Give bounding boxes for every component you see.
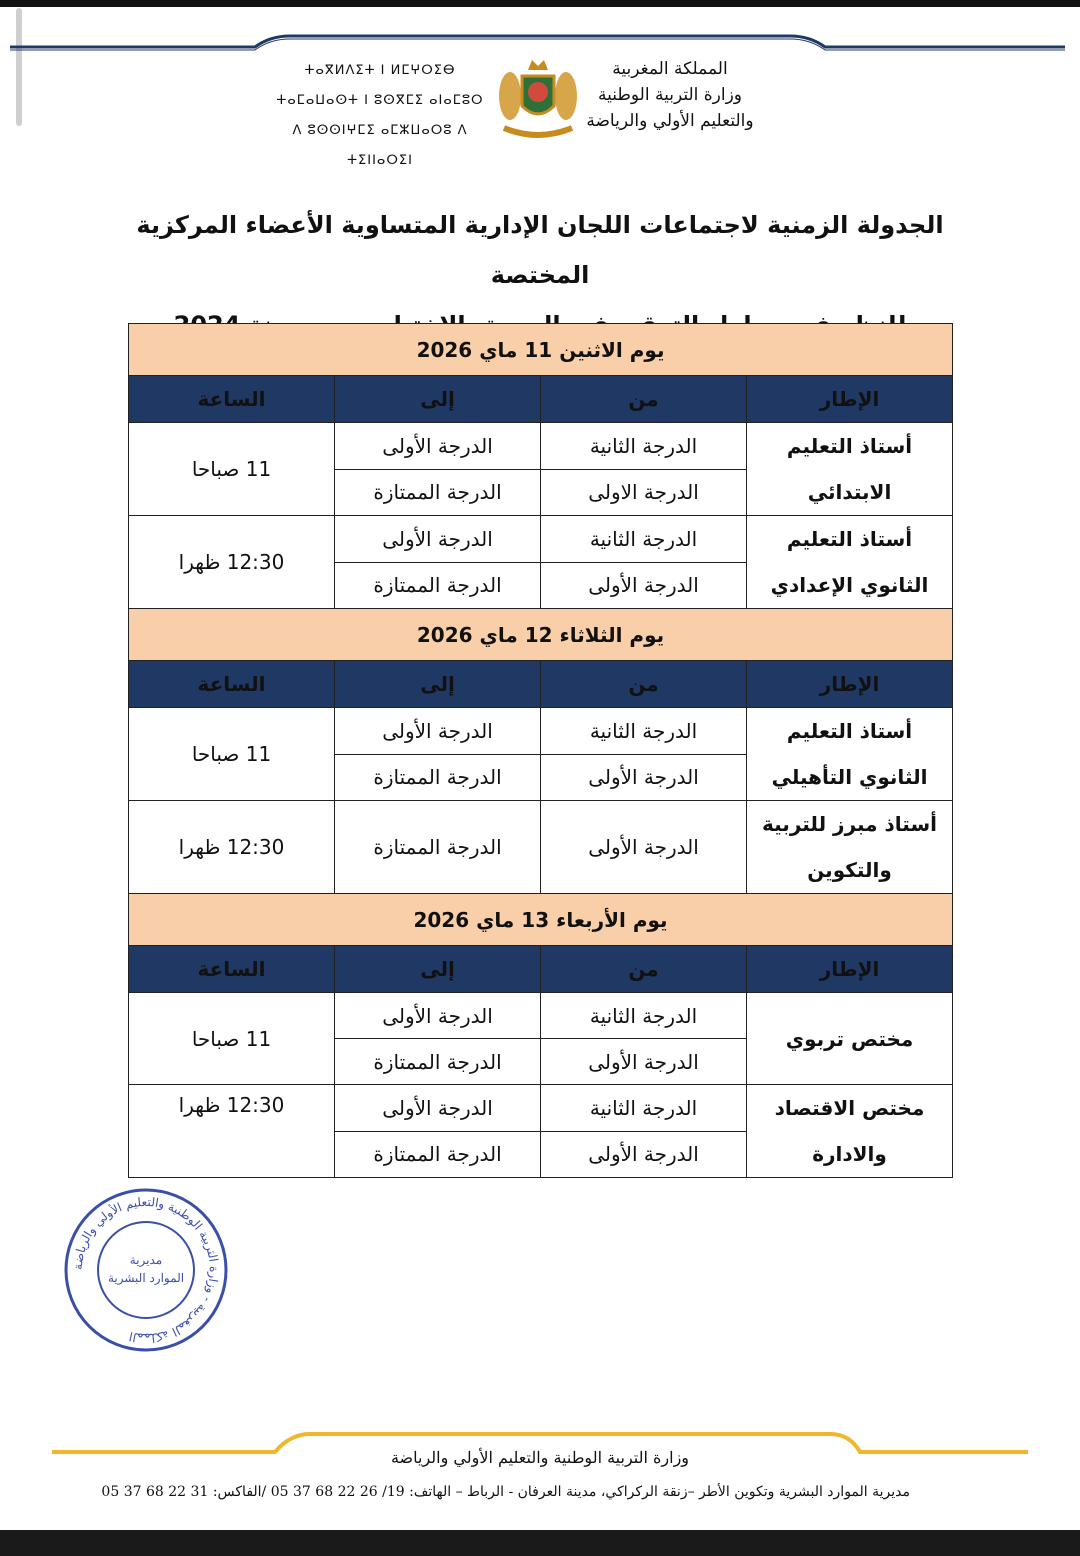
cadre-cell	[747, 1085, 953, 1178]
day-label: يوم الاثنين 11 ماي 2026	[129, 324, 953, 376]
day-row	[129, 324, 953, 376]
header-left-line: ⵜⴰⴳⵍⴷⵉⵜ ⵏ ⵍⵎⵖⵔⵉⴱ	[304, 63, 456, 78]
ministry-name-tifinagh	[260, 56, 500, 176]
cadre-line: أستاذ التعليم	[786, 434, 913, 458]
cadre-line: الابتدائي	[807, 480, 892, 504]
from-cell: الدرجة الأولى	[541, 801, 747, 894]
cadre-cell	[747, 708, 953, 801]
to-cell: الدرجة الممتازة	[335, 754, 541, 801]
ministry-name-arabic	[560, 56, 780, 134]
official-stamp	[62, 1186, 230, 1354]
day-row	[129, 894, 953, 946]
from-cell: الدرجة الثانية	[541, 708, 747, 755]
time-cell: 12:30 ظهرا	[129, 801, 335, 894]
cadre-line: مختص تربوي	[785, 1026, 914, 1051]
footer-contact-info: مديرية الموارد البشرية وتكوين الأطر –زنقة الركراكي، مدينة العرفان - الرباط – الهاتف: 19/ 26 22 68 37 05 /الفاكس: 31 22 68 37 05	[101, 1484, 910, 1500]
header-left-line: ⴷ ⵓⵙⵙⵏⵖⵎⵉ ⴰⵎⵣⵡⴰⵔⵓ ⴷ ⵜⵉⵏⵏⴰⵔⵉⵏ	[292, 123, 468, 168]
col-header-cadre: الإطار	[747, 661, 953, 708]
to-cell: الدرجة الأولى	[335, 708, 541, 755]
col-header-from: من	[541, 661, 747, 708]
header-right-line: المملكة المغربية	[612, 59, 728, 79]
table-row	[129, 801, 953, 894]
table-row	[129, 423, 953, 470]
day-label: يوم الأربعاء 13 ماي 2026	[129, 894, 953, 946]
time-cell: 11 صباحا	[129, 993, 335, 1085]
cadre-cell	[747, 993, 953, 1085]
from-cell: الدرجة الاولى	[541, 469, 747, 516]
to-cell: الدرجة الأولى	[335, 516, 541, 563]
to-cell: الدرجة الممتازة	[335, 469, 541, 516]
col-header-from: من	[541, 946, 747, 993]
cadre-cell	[747, 516, 953, 609]
title-line-1: الجدولة الزمنية لاجتماعات اللجان الإدارية المتساوية الأعضاء المركزية المختصة	[136, 211, 944, 289]
bottom-edge-bar	[0, 1530, 1080, 1556]
stamp-center-line: الموارد البشرية	[107, 1271, 185, 1285]
from-cell: الدرجة الثانية	[541, 516, 747, 563]
time-cell: 12:30 ظهرا	[129, 516, 335, 609]
column-header-row	[129, 661, 953, 708]
to-cell: الدرجة الممتازة	[335, 562, 541, 609]
col-header-from: من	[541, 376, 747, 423]
to-cell: الدرجة الأولى	[335, 423, 541, 470]
time-cell: 11 صباحا	[129, 423, 335, 516]
column-header-row	[129, 376, 953, 423]
day-label: يوم الثلاثاء 12 ماي 2026	[129, 609, 953, 661]
header-right-line: والتعليم الأولي والرياضة	[586, 111, 754, 131]
from-cell: الدرجة الأولى	[541, 562, 747, 609]
to-cell: الدرجة الممتازة	[335, 1131, 541, 1178]
time-cell: 11 صباحا	[129, 708, 335, 801]
cadre-cell	[747, 801, 953, 894]
from-cell: الدرجة الثانية	[541, 423, 747, 470]
time-cell: 12:30 ظهرا	[129, 1085, 335, 1178]
table-row	[129, 708, 953, 755]
from-cell: الدرجة الأولى	[541, 1039, 747, 1085]
schedule-table	[128, 323, 953, 1178]
col-header-to: إلى	[335, 661, 541, 708]
cadre-line: أستاذ التعليم	[786, 719, 913, 743]
cadre-line: والتكوين	[807, 858, 892, 882]
cadre-cell	[747, 423, 953, 516]
to-cell: الدرجة الممتازة	[335, 1039, 541, 1085]
table-row	[129, 993, 953, 1039]
from-cell: الدرجة الثانية	[541, 993, 747, 1039]
cadre-line: أستاذ مبرز للتربية	[762, 812, 937, 836]
column-header-row	[129, 946, 953, 993]
from-cell: الدرجة الأولى	[541, 754, 747, 801]
cadre-line: الثانوي التأهيلي	[771, 765, 928, 789]
col-header-to: إلى	[335, 946, 541, 993]
col-header-cadre: الإطار	[747, 376, 953, 423]
col-header-cadre: الإطار	[747, 946, 953, 993]
col-header-time: الساعة	[129, 376, 335, 423]
stamp-center-line: مديرية	[129, 1253, 163, 1267]
to-cell: الدرجة الممتازة	[335, 801, 541, 894]
header-right-line: وزارة التربية الوطنية	[597, 85, 743, 105]
table-row	[129, 516, 953, 563]
cadre-line: أستاذ التعليم	[786, 527, 913, 551]
table-row	[129, 1085, 953, 1132]
col-header-to: إلى	[335, 376, 541, 423]
footer-ministry-name: وزارة التربية الوطنية والتعليم الأولي والرياضة	[390, 1448, 690, 1467]
day-row	[129, 609, 953, 661]
cadre-line: والادارة	[812, 1142, 887, 1166]
to-cell: الدرجة الأولى	[335, 1085, 541, 1132]
header-left-line: ⵜⴰⵎⴰⵡⴰⵙⵜ ⵏ ⵓⵙⴳⵎⵉ ⴰⵏⴰⵎⵓⵔ	[276, 93, 484, 108]
top-edge-bar	[0, 0, 1080, 7]
col-header-time: الساعة	[129, 946, 335, 993]
from-cell: الدرجة الثانية	[541, 1085, 747, 1132]
cadre-line: الثانوي الإعدادي	[770, 573, 929, 597]
coat-of-arms-emblem	[494, 50, 582, 142]
col-header-time: الساعة	[129, 661, 335, 708]
from-cell: الدرجة الأولى	[541, 1131, 747, 1178]
stamp-ring-text: المملكة المغربية - وزارة التربية الوطنية والتعليم الأولي والرياضة	[70, 1194, 222, 1346]
cadre-line: مختص الاقتصاد	[774, 1096, 925, 1120]
to-cell: الدرجة الأولى	[335, 993, 541, 1039]
